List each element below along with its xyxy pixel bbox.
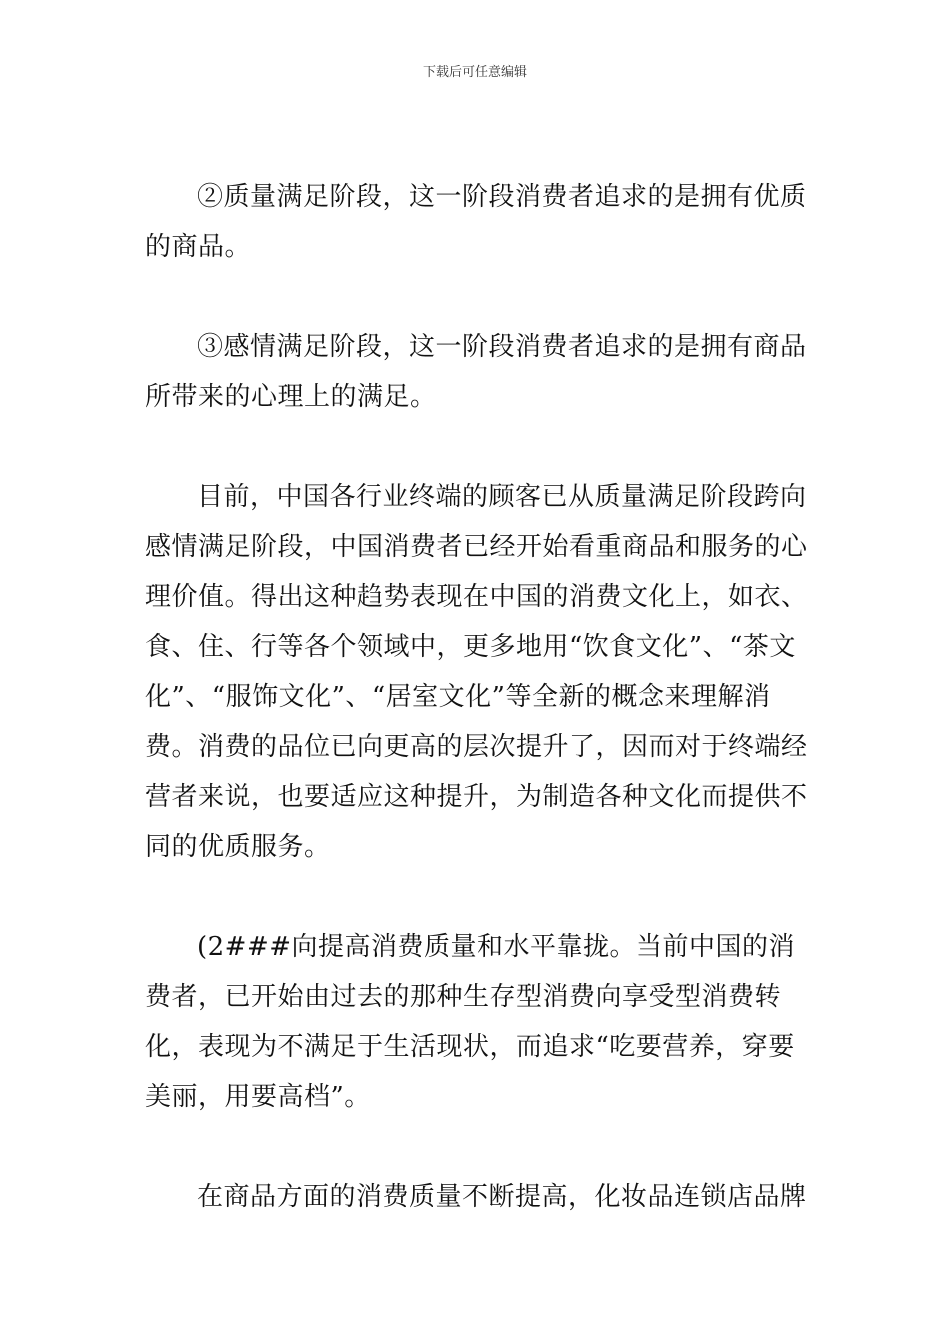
document-body [145,172,810,1222]
paragraph-emotion-stage: ③感情满足阶段，这一阶段消费者追求的是拥有商品所带来的心理上的满足。 [145,332,807,412]
paragraph-product-quality: 在商品方面的消费质量不断提高，化妆品连锁店品牌 [197,1182,807,1212]
paragraph-quality-stage: ②质量满足阶段，这一阶段消费者追求的是拥有优质的商品。 [145,182,807,262]
page-header: 下载后可任意编辑 [422,65,527,80]
paragraph-current-trend: 目前，中国各行业终端的顾客已从质量满足阶段跨向感情满足阶段，中国消费者已经开始看重商品和服务的心理价值。得出这种趋势表现在中国的消费文化上，如衣、食、住、行等各个领域中，更多地用“饮食文化”、“茶文化”、“服饰文化”、“居室文化”等全新的概念来理解消费。消费的品位已向更高的层次提升了，因而对于终端经营者来说，也要适应这种提升，为制造各种文化而提供不同的优质服务。 [145,482,808,862]
paragraph-consumption-quality: (2###向提高消费质量和水平靠拢。当前中国的消费者，已开始由过去的那种生存型消费向享受型消费转化，表现为不满足于生活现状，而追求“吃要营养，穿要美丽，用要高档”。 [145,932,796,1112]
